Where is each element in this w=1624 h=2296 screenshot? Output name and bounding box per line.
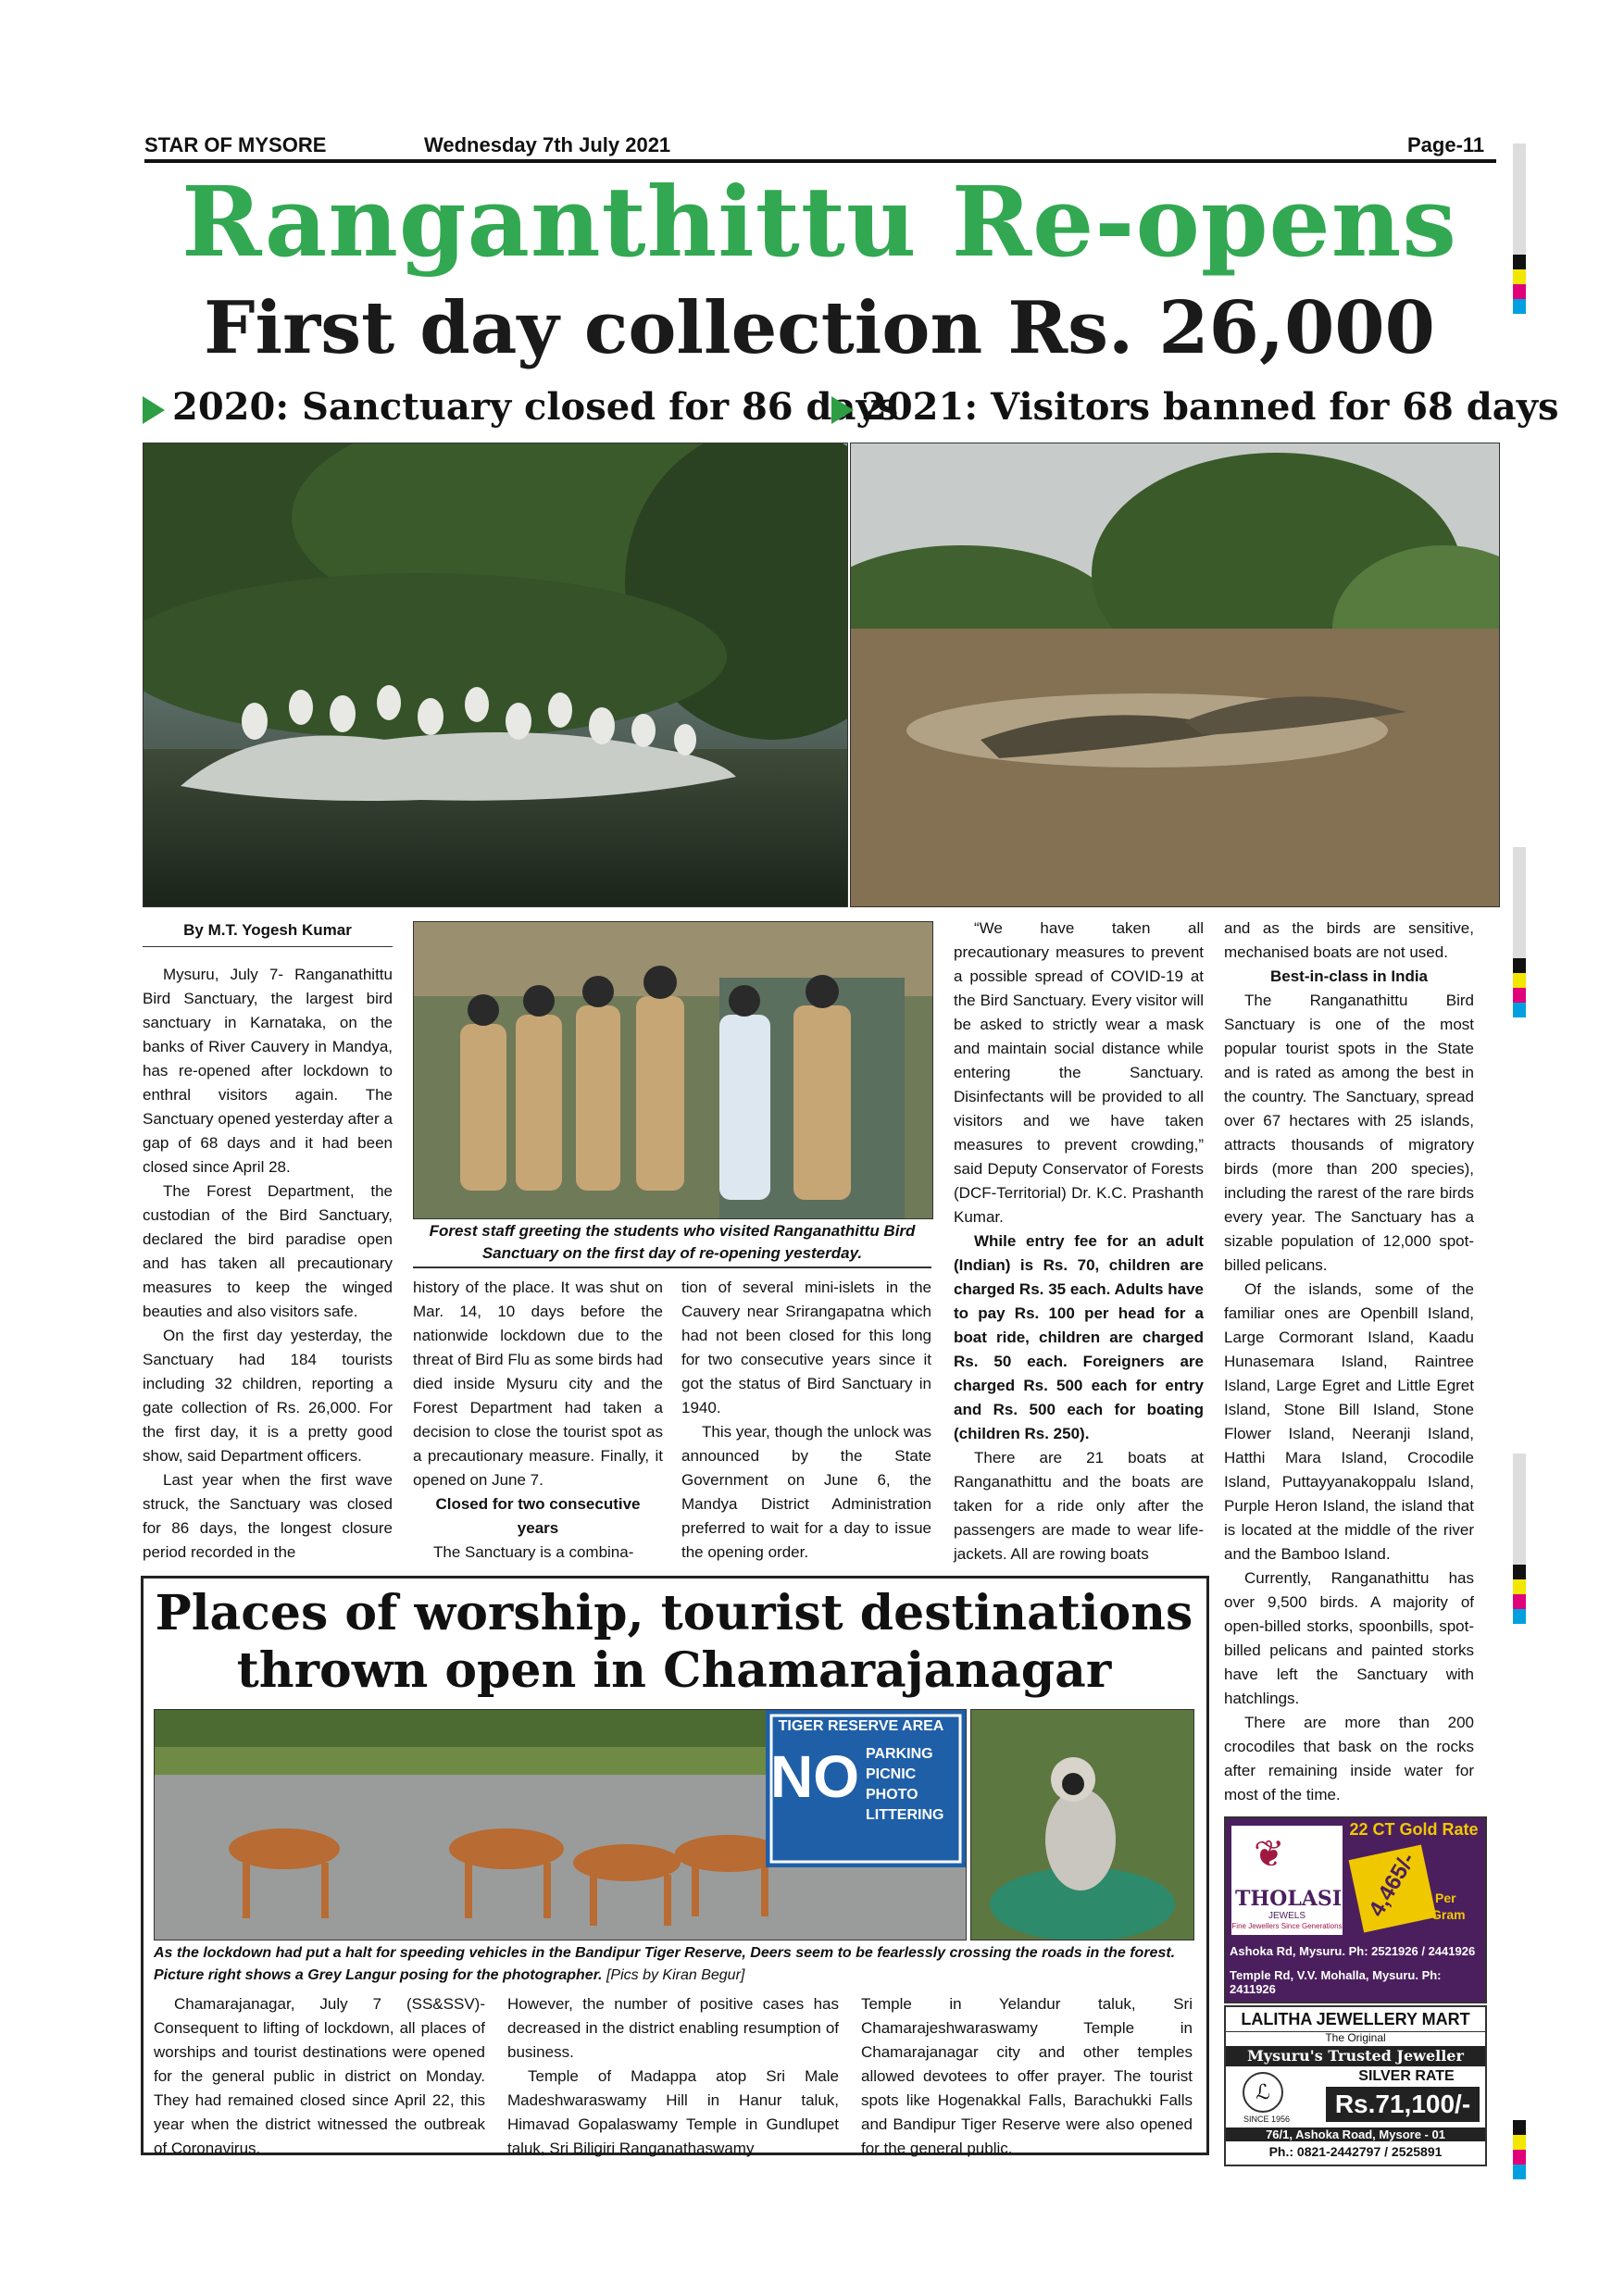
lalitha-logo-icon: ℒ	[1243, 2072, 1283, 2113]
paragraph: On the first day yesterday, the Sanctuary had 184 tourists including 32 children, reporting a gate collection of Rs. 26,000. For the first day, it is a pretty good show, said Department officers.	[143, 1327, 393, 1465]
paragraph: Currently, Ranganathittu has over 9,500 birds. A majority of open-billed storks, spoonbills, spot-billed pelicans and painted storks have left the Sanctuary with hatchlings.	[1224, 1569, 1474, 1707]
sub-headline: First day collection Rs. 26,000	[204, 286, 1435, 370]
article-column-2	[413, 1276, 663, 1565]
gold-rate-per: Per	[1435, 1890, 1456, 1905]
photo-forest-staff-students	[413, 921, 933, 1219]
paragraph: Chamarajanagar, July 7 (SS&SSV)- Consequent to lifting of lockdown, all places of worships and tourist destinations were opened for the general public in district on Monday. They had remained closed since April 22, this year when the district witnessed the outbreak of Coronavirus.	[154, 1995, 485, 2157]
peacock-logo-icon: ❦	[1254, 1834, 1285, 1875]
header-rule	[144, 159, 1496, 163]
byline: By M.T. Yogesh Kumar	[183, 921, 352, 939]
margin-grey-bar-mid	[1513, 847, 1526, 958]
gold-rate-title: 22 CT Gold Rate	[1349, 1820, 1479, 1839]
story2-column-1	[154, 1992, 485, 2161]
tholasi-brand: THOLASI	[1235, 1887, 1343, 1911]
photo-caption: Forest staff greeting the students who visited Ranganathittu Bird Sanctuary on the first day of re-opening yesterday.	[429, 1222, 916, 1262]
cmyk-strip-mid	[1513, 958, 1526, 1017]
gold-rate-gram: Gram	[1431, 1907, 1466, 1922]
paragraph: and as the birds are sensitive, mechanised boats are not used.	[1224, 919, 1474, 961]
paragraph-fees: While entry fee for an adult (Indian) is Rs. 70, children are charged Rs. 35 each. Adults have to pay Rs. 100 per head for a boat ride, children are charged Rs. 50 each. Foreigners are charged Rs. 500 each for entry and Rs. 500 each for boating (children Rs. 250).	[954, 1232, 1204, 1442]
photo-storks-on-rock	[143, 443, 848, 907]
article-column-1	[143, 963, 393, 1565]
issue-date: Wednesday 7th July 2021	[424, 133, 671, 156]
story2-column-2	[507, 1992, 839, 2161]
lalitha-trusted: Mysuru's Trusted Jeweller	[1226, 2046, 1485, 2066]
arrow-right-icon	[143, 396, 165, 424]
story2-caption: As the lockdown had put a halt for speeding vehicles in the Bandipur Tiger Reserve, Deers seem to be fearlessly crossing the roads in the forest. Picture right shows a Grey Langur posing for the photographer. [Pics by Kiran Begur]	[154, 1945, 1176, 1983]
main-headline: Ranganthittu Re-opens	[181, 165, 1457, 279]
photo-credit: [Pics by Kiran Begur]	[606, 1967, 745, 1983]
paragraph: There are more than 200 crocodiles that bask on the rocks after remaining inside water for most of the time.	[1224, 1714, 1474, 1803]
paragraph: “We have taken all precautionary measures to prevent a possible spread of COVID-19 at the Bird Sanctuary. Every visitor will be asked to strictly wear a mask and maintain social distance while entering the Sanctuary. Disinfectants will be provided to all visitors and we have taken measures to prevent crowding,” said Deputy Conservator of Forests (DCF-Territorial) Dr. K.C. Prashanth Kumar.	[954, 919, 1204, 1226]
paragraph: However, the number of positive cases has decreased in the district enabling resumption of business.	[507, 1995, 839, 2061]
ad-tholasi-jewels	[1224, 1816, 1487, 2003]
cmyk-strip-bottom	[1513, 2120, 1526, 2179]
silver-rate-title: SILVER RATE	[1358, 2068, 1455, 2084]
paragraph: This year, though the unlock was announced by the State Government on June 6, the Mandya District Administration preferred to wait for a day to issue the opening order.	[681, 1423, 931, 1561]
margin-grey-bar	[1513, 144, 1526, 255]
tholasi-address-1: Ashoka Rd, Mysuru. Ph: 2521926 / 2441926	[1230, 1944, 1476, 1958]
caption-rule	[413, 1267, 931, 1268]
paragraph: Temple of Madappa atop Sri Male Madeshwaraswamy Hill in Hanur taluk, Himavad Gopalaswamy Temple in Gundlupet taluk, Sri Biligiri Ranganathaswamy	[507, 2067, 839, 2157]
margin-grey-bar-low	[1513, 1454, 1526, 1565]
paragraph: tion of several mini-islets in the Cauvery near Srirangapatna which had not been closed for this long for two consecutive years since it got the status of Bird Sanctuary in 1940.	[681, 1279, 931, 1416]
lalitha-original: The Original	[1325, 2031, 1386, 2044]
arrow-right-icon	[831, 396, 854, 424]
subhead: Best-in-class in India	[1269, 967, 1429, 985]
cmyk-strip-low	[1513, 1565, 1526, 1624]
ad-lalitha-jewellery	[1224, 2005, 1487, 2166]
lalitha-since: SINCE 1956	[1243, 2115, 1291, 2124]
tholasi-tagline: Fine Jewellers Since Generations	[1231, 1922, 1343, 1930]
article-column-4	[954, 917, 1204, 1566]
lalitha-address: 76/1, Ashoka Road, Mysore - 01	[1226, 2128, 1485, 2141]
silver-rate-value: Rs.71,100/-	[1326, 2087, 1480, 2122]
page-number: Page-11	[1407, 133, 1485, 156]
photo-grey-langur	[970, 1709, 1194, 1940]
paragraph: The Sanctuary is a combina-	[433, 1543, 634, 1561]
story2-column-3	[861, 1992, 1193, 2161]
article-column-5	[1224, 917, 1474, 1807]
paragraph: Mysuru, July 7- Ranganathittu Bird Sanctuary, the largest bird sanctuary in Karnataka, on the banks of River Cauvery in Mandya, has re-opened after lockdown to enthral visitors again. The Sanctuary opened yesterday after a gap of 68 days and it had been closed since April 28.	[143, 966, 393, 1176]
paragraph: The Forest Department, the custodian of the Bird Sanctuary, declared the bird paradise open and has taken all precautionary measures to keep the winged beauties and also visitors safe.	[143, 1182, 393, 1320]
lalitha-name: LALITHA JEWELLERY MART	[1226, 2007, 1485, 2032]
kicker-2020: 2020: Sanctuary closed for 86 days	[143, 384, 898, 430]
paragraph: history of the place. It was shut on Mar. 14, 10 days before the nationwide lockdown due to the threat of Bird Flu as some birds had died inside Mysuru city and the Forest Department had taken a decision to close the tourist spot as a precautionary measure. Finally, it opened on June 7.	[413, 1279, 663, 1489]
sign-no: NO	[770, 1743, 859, 1810]
kicker-2021: 2021: Visitors banned for 68 days	[831, 384, 1558, 430]
photo-crocodiles	[850, 443, 1500, 907]
article-column-3	[681, 1276, 931, 1565]
story2-headline-line2: thrown open in Chamarajanagar	[236, 1642, 1112, 1699]
gold-rate-value: 4,465/-	[1364, 1848, 1420, 1921]
cmyk-strip-top	[1513, 255, 1526, 314]
paragraph: There are 21 boats at Ranganathittu and the boats are taken for a ride only after the passengers are made to wear life-jackets. All are rowing boats	[954, 1449, 1204, 1563]
subhead: Closed for two consecutive years	[435, 1495, 641, 1537]
tholasi-address-2: Temple Rd, V.V. Mohalla, Mysuru. Ph: 2411926	[1230, 1968, 1442, 1996]
sign-title: TIGER RESERVE AREA	[778, 1718, 944, 1734]
tholasi-brand-sub: JEWELS	[1268, 1911, 1305, 1921]
paragraph: The Ranganathittu Bird Sanctuary is one of the most popular tourist spots in the State and is rated as among the best in the country. The Sanctuary, spread over 67 hectares with 25 islands, attracts thousands of migratory birds (more than 200 species), including the rarest of the rare birds every year. The Sanctuary has a sizable population of 12,000 spot-billed pelicans.	[1224, 992, 1474, 1274]
story2-headline-line1: Places of worship, tourist destinations	[155, 1585, 1193, 1641]
paragraph: Of the islands, some of the familiar ones are Openbill Island, Large Cormorant Island, Kaadu Hunasemara Island, Raintree Island, Large Egret and Little Egret Island, Stone Bill Island, Stone Flower Island, Neeranji Island, Hatthi Mara Island, Crocodile Island, Puttayyanakoppalu Island, Purple Heron Island, the island that is located at the middle of the river and the Bamboo Island.	[1224, 1280, 1474, 1563]
paragraph: Last year when the first wave struck, the Sanctuary was closed for 86 days, the longest closure period recorded in the	[143, 1471, 393, 1561]
lalitha-phone: Ph.: 0821-2442797 / 2525891	[1268, 2144, 1443, 2159]
paper-name: STAR OF MYSORE	[144, 133, 327, 156]
sign-items: PARKING PICNIC PHOTO LITTERING	[866, 1746, 944, 1823]
byline-rule	[143, 946, 393, 947]
paragraph: Temple in Yelandur taluk, Sri Chamarajeshwaraswamy Temple in Chamarajanagar city and other temples allowed devotees to offer prayer. The tourist spots like Hogenakkal Falls, Barachukki Falls and Bandipur Tiger Reserve were also opened for the general public.	[861, 1995, 1193, 2157]
